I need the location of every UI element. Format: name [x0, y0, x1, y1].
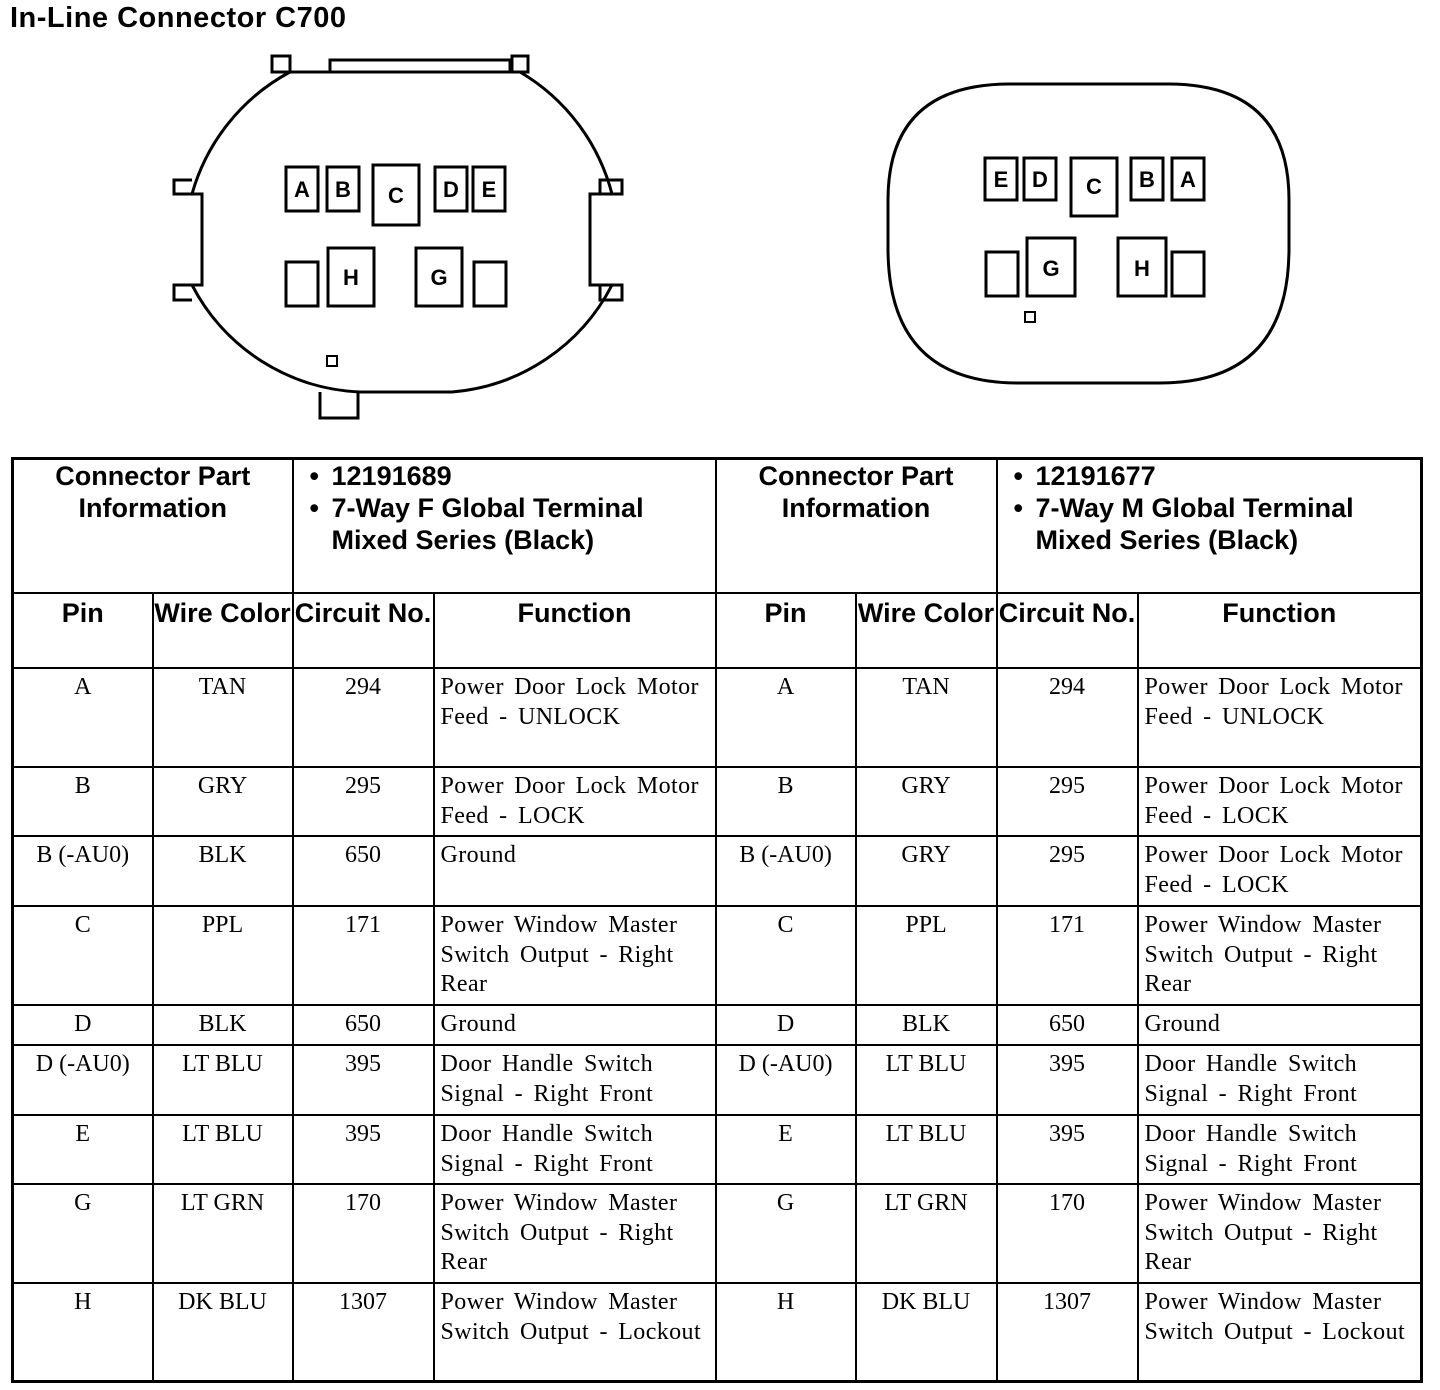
- left-part-description: • 7-Way F Global Terminal Mixed Series (Black): [332, 492, 715, 556]
- wire-color-cell: LT BLU: [153, 1045, 293, 1115]
- circuit-cell: 294: [293, 668, 434, 767]
- function-cell: Power Door Lock Motor Feed - UNLOCK: [1138, 668, 1422, 767]
- wire-color-cell: LT GRN: [856, 1184, 997, 1283]
- male-pin-label: A: [1180, 167, 1196, 192]
- wire-color-cell: LT BLU: [153, 1115, 293, 1184]
- circuit-cell: 170: [293, 1184, 434, 1283]
- wire-color-cell: BLK: [153, 1005, 293, 1045]
- circuit-cell: 1307: [997, 1283, 1138, 1381]
- wire-color-cell: TAN: [153, 668, 293, 767]
- wire-color-cell: PPL: [856, 906, 997, 1005]
- wire-color-cell: LT BLU: [856, 1115, 997, 1184]
- function-cell: Power Door Lock Motor Feed - UNLOCK: [434, 668, 716, 767]
- wire-color-cell: GRY: [856, 836, 997, 906]
- column-header-circuit: Circuit No.: [293, 593, 434, 668]
- page-title: In-Line Connector C700: [10, 2, 347, 34]
- female-pin-label: G: [430, 265, 448, 290]
- female-pin-label: C: [388, 183, 404, 208]
- wire-color-cell: GRY: [153, 767, 293, 836]
- female-pin-label: D: [443, 177, 459, 202]
- column-header-circuit: Circuit No.: [997, 593, 1138, 668]
- wire-color-cell: LT GRN: [153, 1184, 293, 1283]
- right-part-info-label: Connector Part Information: [716, 459, 997, 594]
- table-row: [13, 1005, 1422, 1045]
- function-cell: Power Window Master Switch Output - Right Rear: [1138, 906, 1422, 1005]
- column-header-function: Function: [434, 593, 716, 668]
- circuit-cell: 395: [997, 1115, 1138, 1184]
- female-connector-face: [174, 56, 622, 418]
- pin-cell: B: [716, 767, 856, 836]
- wire-color-cell: DK BLU: [856, 1283, 997, 1381]
- column-header-wire-color: Wire Color: [856, 593, 997, 668]
- male-pin-label: G: [1042, 256, 1060, 281]
- function-cell: Ground: [1138, 1005, 1422, 1045]
- pin-cell: H: [716, 1283, 856, 1381]
- male-connector-face: [888, 84, 1289, 383]
- circuit-cell: 295: [997, 767, 1138, 836]
- function-cell: Ground: [434, 836, 716, 906]
- pin-cell: B (-AU0): [13, 836, 153, 906]
- function-cell: Door Handle Switch Signal - Right Front: [1138, 1045, 1422, 1115]
- pin-cell: E: [716, 1115, 856, 1184]
- pin-cell: A: [13, 668, 153, 767]
- part-info-row: [13, 459, 1422, 594]
- wire-color-cell: PPL: [153, 906, 293, 1005]
- pin-cell: C: [13, 906, 153, 1005]
- pin-cell: G: [13, 1184, 153, 1283]
- left-part-number: • 12191689: [332, 460, 715, 492]
- wire-color-cell: TAN: [856, 668, 997, 767]
- table-row: [13, 1184, 1422, 1283]
- circuit-cell: 295: [293, 767, 434, 836]
- pin-cell: E: [13, 1115, 153, 1184]
- pin-cell: D (-AU0): [13, 1045, 153, 1115]
- pin-cell: D: [13, 1005, 153, 1045]
- circuit-cell: 1307: [293, 1283, 434, 1381]
- table-row: [13, 906, 1422, 1005]
- pin-cell: B: [13, 767, 153, 836]
- pin-cell: A: [716, 668, 856, 767]
- pin-cell: C: [716, 906, 856, 1005]
- function-cell: Power Window Master Switch Output - Right Rear: [434, 1184, 716, 1283]
- function-cell: Power Window Master Switch Output - Lockout: [434, 1283, 716, 1381]
- pin-cell: B (-AU0): [716, 836, 856, 906]
- right-part-description: • 7-Way M Global Terminal Mixed Series (Black): [1036, 492, 1421, 556]
- function-cell: Ground: [434, 1005, 716, 1045]
- circuit-cell: 294: [997, 668, 1138, 767]
- function-cell: Power Window Master Switch Output - Right Rear: [1138, 1184, 1422, 1283]
- left-part-info-label: Connector Part Information: [13, 459, 293, 594]
- pin-cell: G: [716, 1184, 856, 1283]
- table-row: [13, 1283, 1422, 1381]
- left-part-details: [293, 459, 716, 594]
- circuit-cell: 650: [293, 836, 434, 906]
- circuit-cell: 171: [997, 906, 1138, 1005]
- function-cell: Power Door Lock Motor Feed - LOCK: [1138, 767, 1422, 836]
- function-cell: Power Door Lock Motor Feed - LOCK: [434, 767, 716, 836]
- function-cell: Door Handle Switch Signal - Right Front: [434, 1115, 716, 1184]
- female-pin-label: B: [335, 177, 351, 202]
- column-header-pin: Pin: [13, 593, 153, 668]
- column-header-function: Function: [1138, 593, 1422, 668]
- circuit-cell: 395: [293, 1115, 434, 1184]
- male-pin-label: B: [1139, 167, 1155, 192]
- right-part-details: [997, 459, 1422, 594]
- function-cell: Power Window Master Switch Output - Lockout: [1138, 1283, 1422, 1381]
- table-row: [13, 1115, 1422, 1184]
- wire-color-cell: GRY: [856, 767, 997, 836]
- right-part-number: • 12191677: [1036, 460, 1421, 492]
- function-cell: Door Handle Switch Signal - Right Front: [434, 1045, 716, 1115]
- female-pin-label: A: [294, 177, 310, 202]
- column-header-row: [13, 593, 1422, 668]
- function-cell: Power Door Lock Motor Feed - LOCK: [1138, 836, 1422, 906]
- male-pin-label: C: [1086, 174, 1102, 199]
- pin-cell: D: [716, 1005, 856, 1045]
- wire-color-cell: DK BLU: [153, 1283, 293, 1381]
- circuit-cell: 170: [997, 1184, 1138, 1283]
- circuit-cell: 650: [997, 1005, 1138, 1045]
- column-header-wire-color: Wire Color: [153, 593, 293, 668]
- circuit-cell: 171: [293, 906, 434, 1005]
- male-pin-label: H: [1134, 256, 1150, 281]
- wire-color-cell: BLK: [856, 1005, 997, 1045]
- circuit-cell: 395: [997, 1045, 1138, 1115]
- male-pin-label: E: [993, 167, 1009, 192]
- function-cell: Power Window Master Switch Output - Right Rear: [434, 906, 716, 1005]
- female-pin-label: H: [343, 265, 359, 290]
- column-header-pin: Pin: [716, 593, 856, 668]
- table-row: [13, 836, 1422, 906]
- pin-cell: D (-AU0): [716, 1045, 856, 1115]
- circuit-cell: 650: [293, 1005, 434, 1045]
- wire-color-cell: LT BLU: [856, 1045, 997, 1115]
- connector-diagrams: [0, 0, 1440, 430]
- table-row: [13, 767, 1422, 836]
- wire-color-cell: BLK: [153, 836, 293, 906]
- function-cell: Door Handle Switch Signal - Right Front: [1138, 1115, 1422, 1184]
- pinout-table: [11, 457, 1423, 1383]
- table-row: [13, 1045, 1422, 1115]
- table-row: [13, 668, 1422, 767]
- pin-cell: H: [13, 1283, 153, 1381]
- circuit-cell: 395: [293, 1045, 434, 1115]
- female-pin-label: E: [481, 177, 497, 202]
- circuit-cell: 295: [997, 836, 1138, 906]
- male-pin-label: D: [1032, 167, 1048, 192]
